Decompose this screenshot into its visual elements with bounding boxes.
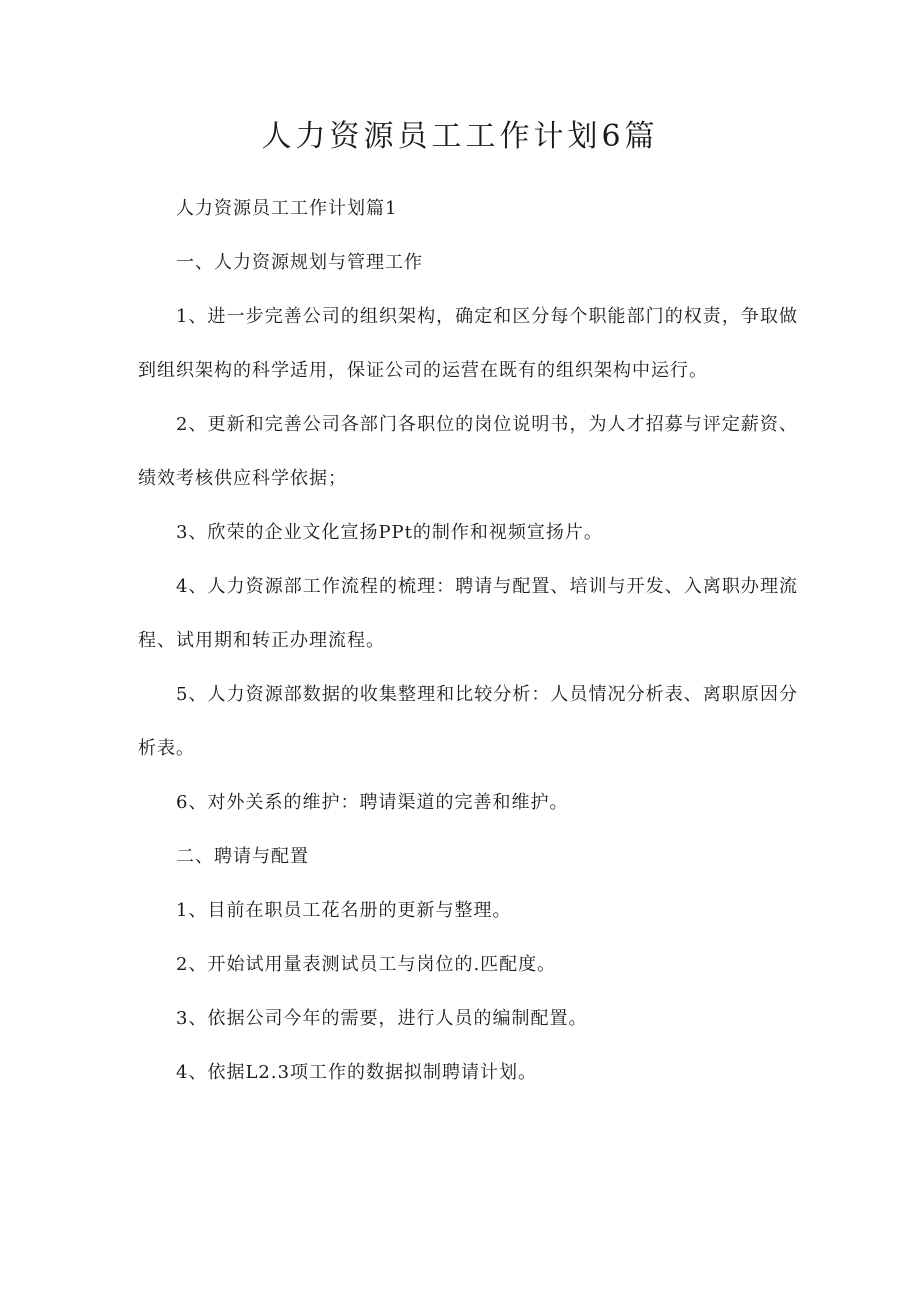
paragraph: 3、欣荣的企业文化宣扬PPt的制作和视频宣扬片。: [176, 522, 603, 543]
document-body: [138, 182, 798, 1100]
paragraph: 5、人力资源部数据的收集整理和比较分析：人员情况分析表、离职原因分析表。: [138, 684, 798, 759]
paragraph: 2、开始试用量表测试员工与岗位的.匹配度。: [176, 954, 557, 975]
paragraph: 2、更新和完善公司各部门各职位的岗位说明书，为人才招募与评定薪资、绩效考核供应科学依据；: [138, 414, 798, 489]
paragraph: 3、依据公司今年的需要，进行人员的编制配置。: [176, 1008, 588, 1029]
paragraph: 6、对外关系的维护：聘请渠道的完善和维护。: [176, 792, 569, 813]
paragraph: 1、进一步完善公司的组织架构，确定和区分每个职能部门的权责，争取做到组织架构的科学适用，保证公司的运营在既有的组织架构中运行。: [138, 306, 798, 381]
paragraph: 4、人力资源部工作流程的梳理：聘请与配置、培训与开发、入离职办理流程、试用期和转正办理流程。: [138, 576, 798, 651]
paragraph: 4、依据L2.3项工作的数据拟制聘请计划。: [176, 1062, 538, 1083]
document-title: 人力资源员工工作计划6篇: [261, 119, 659, 154]
subsection-heading: 一、人力资源规划与管理工作: [176, 252, 423, 273]
section-heading: 人力资源员工工作计划篇1: [176, 198, 398, 219]
paragraph: 1、目前在职员工花名册的更新与整理。: [176, 900, 512, 921]
subsection-heading: 二、聘请与配置: [176, 846, 309, 867]
